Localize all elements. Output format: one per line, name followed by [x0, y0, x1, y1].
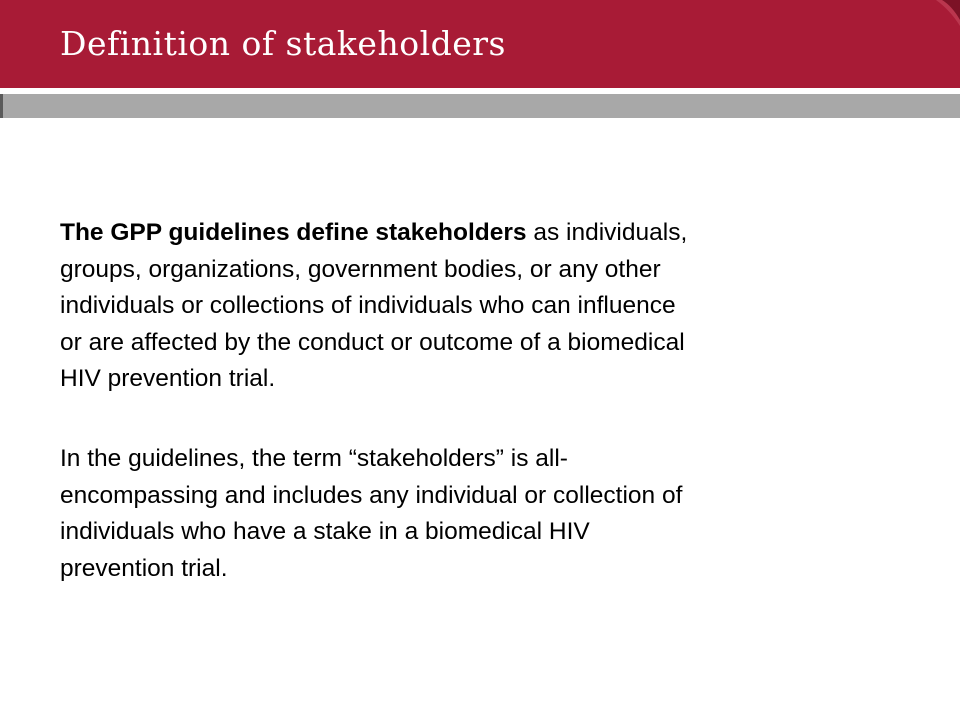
title-bar	[0, 0, 960, 88]
definition-line: groups, organizations, government bodies, or any other	[60, 255, 661, 283]
scope-paragraph	[60, 441, 900, 587]
page-curl-decoration	[890, 0, 960, 88]
divider-edge-mark	[0, 94, 3, 118]
slide-title: Definition of stakeholders	[60, 24, 506, 63]
header-divider	[0, 94, 960, 118]
definition-lead: The GPP guidelines define stakeholders	[60, 219, 527, 246]
scope-line: individuals who have a stake in a biomedical HIV	[60, 518, 590, 546]
scope-line: encompassing and includes any individual or collection of	[60, 481, 683, 509]
scope-line: prevention trial.	[60, 554, 228, 582]
definition-paragraph	[60, 215, 900, 398]
definition-line: HIV prevention trial.	[60, 365, 276, 393]
definition-line: individuals or collections of individuals who can influence	[60, 292, 676, 320]
slide-body	[60, 215, 900, 587]
definition-line: as individuals,	[526, 219, 688, 246]
scope-line: In the guidelines, the term “stakeholders” is all-	[60, 444, 568, 472]
definition-line: or are affected by the conduct or outcome of a biomedical	[60, 328, 685, 356]
